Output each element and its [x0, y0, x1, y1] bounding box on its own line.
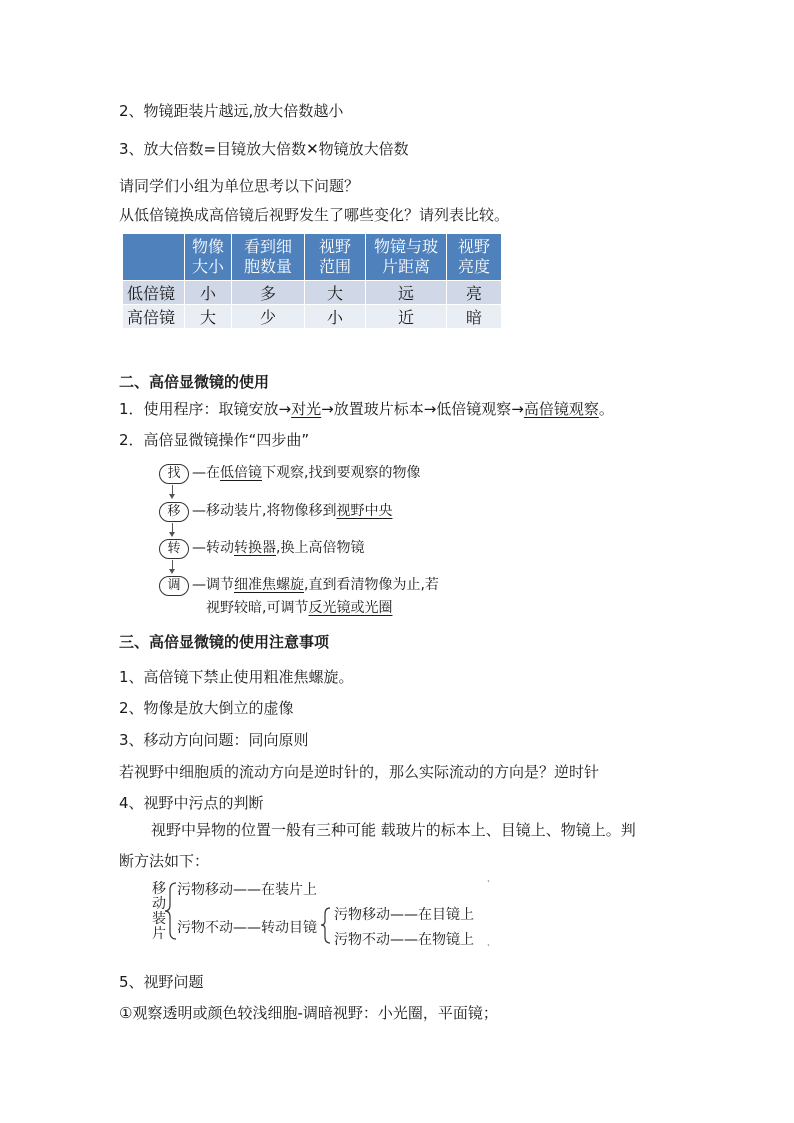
text-line: 若视野中细胞质的流动方向是逆时针的，那么实际流动的方向是？逆时针 [119, 763, 600, 781]
section-title: 三、高倍显微镜的使用注意事项 [119, 633, 330, 651]
step-oval: 转 [159, 539, 189, 559]
text-line: ①观察透明或颜色较浅细胞-调暗视野：小光圈，平面镜； [119, 1004, 498, 1022]
table-cell: 亮 [447, 281, 502, 305]
step-text: 视野较暗,可调节反光镜或光圈 [206, 600, 393, 616]
row-label: 高倍镜 [123, 305, 185, 329]
diagram-branch: 污物移动——在装片上 [177, 882, 317, 898]
text-line: 视野中异物的位置一般有三种可能 载玻片的标本上、目镜上、物镜上。判 [151, 821, 636, 839]
table-cell: 大 [305, 281, 366, 305]
table-cell: 小 [185, 281, 232, 305]
text-line: 请同学们小组为单位思考以下问题？ [119, 177, 360, 195]
text-line: 断方法如下： [119, 852, 210, 870]
text-line: 2、物像是放大倒立的虚像 [119, 699, 294, 717]
table-cell: 远 [366, 281, 447, 305]
marker-tick [488, 880, 489, 882]
brace-right [321, 908, 330, 943]
table-header: 物镜与玻 片距离 [366, 234, 447, 281]
text-line: 2、物镜距装片越远,放大倍数越小 [119, 102, 344, 120]
table-cell: 大 [185, 305, 232, 329]
diagram-branch: 污物移动——在目镜上 [334, 907, 474, 923]
step-oval: 调 [159, 576, 189, 596]
table-cell: 暗 [447, 305, 502, 329]
table-header: 物像 大小 [185, 234, 232, 281]
step-text: —移动装片,将物像移到视野中央 [192, 503, 393, 519]
step-text: —在低倍镜下观察,找到要观察的物像 [192, 465, 421, 481]
table-header: 看到细 胞数量 [232, 234, 305, 281]
text-line: 从低倍镜换成高倍镜后视野发生了哪些变化？请列表比较。 [119, 206, 510, 224]
diagram-branch: 污物不动——在物镜上 [334, 932, 474, 948]
text-line: 4、视野中污点的判断 [119, 794, 264, 812]
text-line: 1、高倍镜下禁止使用粗准焦螺旋。 [119, 668, 354, 686]
diagram-side-label: 移 动 装 片 [152, 881, 166, 942]
step-oval: 移 [159, 502, 189, 522]
table-header: 视野 亮度 [447, 234, 502, 281]
procedure-line: 1．使用程序：取镜安放→对光→放置玻片标本→低倍镜观察→高倍镜观察。 [119, 400, 614, 418]
text-line: 5、视野问题 [119, 973, 204, 991]
brace-left [165, 883, 176, 939]
table-cell: 小 [305, 305, 366, 329]
table-cell: 近 [366, 305, 447, 329]
text-line: 3、移动方向问题：同向原则 [119, 731, 309, 749]
table-cell: 多 [232, 281, 305, 305]
diagram-branch: 污物不动——转动目镜 [177, 920, 317, 936]
step-oval: 找 [159, 464, 189, 484]
text-line: 3、放大倍数=目镜放大倍数✕物镜放大倍数 [119, 140, 409, 158]
step-text: —调节细准焦螺旋,直到看清物像为止,若 [192, 577, 439, 593]
table-header: 视野 范围 [305, 234, 366, 281]
text-line: 2．高倍显微镜操作“四步曲” [119, 431, 310, 449]
marker-tick [488, 944, 489, 946]
section-title: 二、高倍显微镜的使用 [119, 373, 270, 391]
row-label: 低倍镜 [123, 281, 185, 305]
table-cell: 少 [232, 305, 305, 329]
step-text: —转动转换器,换上高倍物镜 [192, 540, 365, 556]
